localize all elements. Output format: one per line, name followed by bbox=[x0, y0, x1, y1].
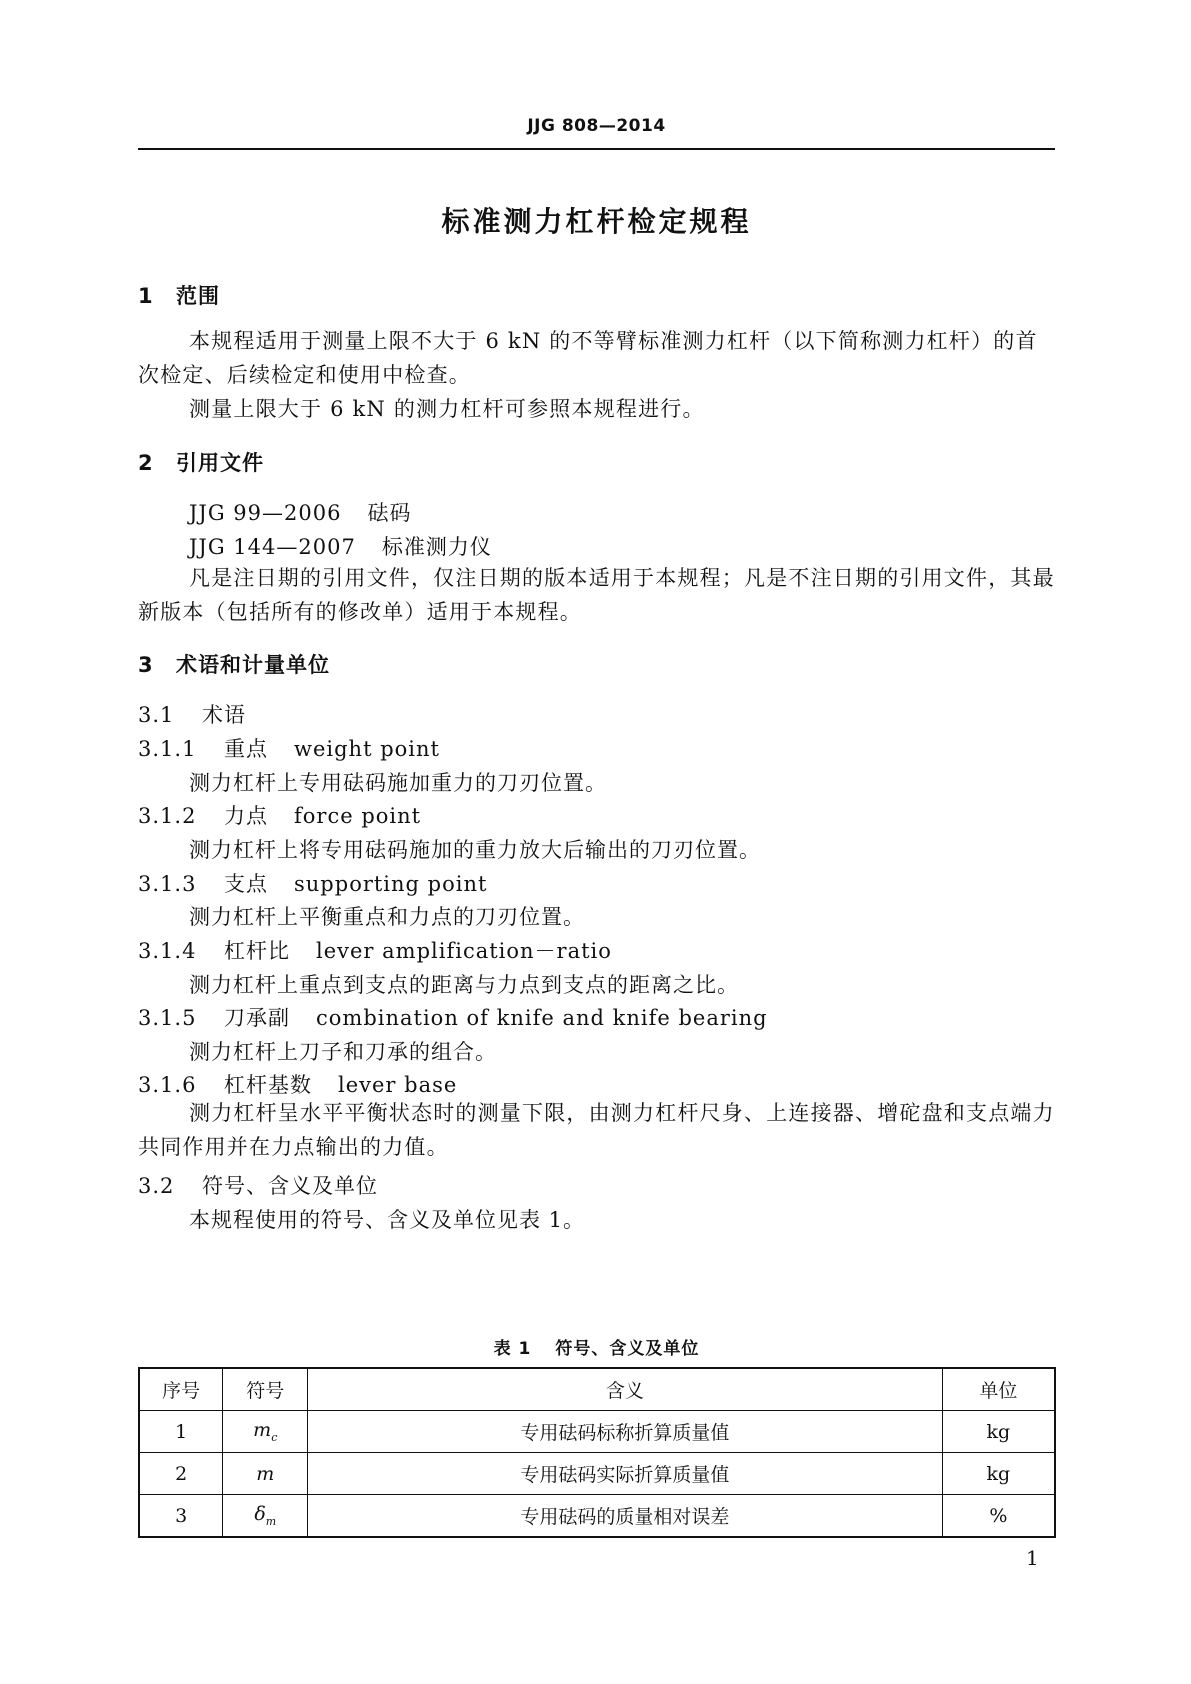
term-number: 3.1.1 bbox=[138, 737, 197, 761]
term-heading bbox=[138, 1002, 768, 1032]
section-1-heading bbox=[138, 280, 220, 310]
term-definition: 测力杠杆上重点到支点的距离与力点到支点的距离之比。 bbox=[189, 973, 739, 997]
symbol: m bbox=[256, 1462, 275, 1485]
term-heading bbox=[138, 935, 612, 965]
term-number: 3.1.4 bbox=[138, 939, 197, 963]
term-chinese: 力点 bbox=[224, 804, 268, 828]
term-number: 3.1.3 bbox=[138, 872, 197, 896]
section-2-paragraph: 凡是注日期的引用文件，仅注日期的版本适用于本规程；凡是不注日期的引用文件，其最新版本（包括所有的修改单）适用于本规程。 bbox=[138, 566, 1055, 624]
symbol-cell bbox=[223, 1495, 308, 1538]
unit-cell: % bbox=[942, 1495, 1055, 1538]
section-3-heading bbox=[138, 649, 330, 679]
subsection-3-1-heading bbox=[138, 699, 246, 729]
term-definition: 测力杠杆呈水平平衡状态时的测量下限，由测力杠杆尺身、上连接器、增砣盘和支点端力共同作用并在力点输出的力值。 bbox=[138, 1101, 1055, 1159]
row-number: 1 bbox=[139, 1411, 223, 1453]
subsection-number: 3.1 bbox=[138, 703, 175, 727]
term-chinese: 杠杆比 bbox=[224, 939, 290, 963]
table-row bbox=[139, 1495, 1055, 1538]
section-number: 2 bbox=[138, 451, 154, 475]
term-heading bbox=[138, 800, 421, 830]
symbol-cell bbox=[223, 1411, 308, 1453]
term-english: supporting point bbox=[294, 872, 488, 896]
column-header: 符号 bbox=[223, 1368, 308, 1411]
table-caption bbox=[138, 1334, 1055, 1359]
subsection-title: 符号、含义及单位 bbox=[202, 1174, 378, 1198]
section-1-paragraph-2: 测量上限大于 6 kN 的测力杠杆可参照本规程进行。 bbox=[189, 397, 705, 421]
term-chinese: 刀承副 bbox=[224, 1006, 290, 1030]
section-title: 范围 bbox=[176, 284, 220, 308]
row-number: 3 bbox=[139, 1495, 223, 1538]
section-number: 1 bbox=[138, 284, 154, 308]
term-heading bbox=[138, 1069, 457, 1099]
unit-cell: kg bbox=[942, 1411, 1055, 1453]
table-row bbox=[139, 1411, 1055, 1453]
unit-cell: kg bbox=[942, 1453, 1055, 1495]
reference-item bbox=[189, 531, 492, 561]
term-chinese: 重点 bbox=[224, 737, 268, 761]
term-heading bbox=[138, 733, 440, 763]
subsection-title: 术语 bbox=[202, 703, 246, 727]
row-number: 2 bbox=[139, 1453, 223, 1495]
page-title: 标准测力杠杆检定规程 bbox=[441, 205, 752, 238]
table-caption-number: 表 1 bbox=[493, 1339, 532, 1359]
subsection-3-2-heading bbox=[138, 1170, 378, 1200]
term-definition: 测力杠杆上专用砝码施加重力的刀刃位置。 bbox=[189, 771, 607, 795]
term-english: lever amplification－ratio bbox=[316, 939, 612, 963]
table-caption-title: 符号、含义及单位 bbox=[555, 1339, 700, 1359]
header-rule bbox=[138, 148, 1055, 150]
section-2-heading bbox=[138, 447, 264, 477]
term-english: combination of knife and knife bearing bbox=[316, 1006, 768, 1030]
table-header-row bbox=[139, 1368, 1055, 1411]
term-number: 3.1.2 bbox=[138, 804, 197, 828]
reference-name: 标准测力仪 bbox=[381, 535, 492, 559]
symbol-subscript: c bbox=[271, 1430, 278, 1444]
reference-name: 砝码 bbox=[367, 501, 412, 525]
symbol: δ bbox=[254, 1503, 266, 1526]
term-definition: 测力杠杆上将专用砝码施加的重力放大后输出的刀刃位置。 bbox=[189, 838, 761, 862]
symbol: m bbox=[253, 1419, 272, 1442]
term-english: force point bbox=[294, 804, 422, 828]
term-definition: 测力杠杆上刀子和刀承的组合。 bbox=[189, 1040, 497, 1064]
page-number: 1 bbox=[1026, 1546, 1039, 1570]
symbol-cell bbox=[223, 1453, 308, 1495]
meaning-cell: 专用砝码实际折算质量值 bbox=[308, 1453, 943, 1495]
table-row bbox=[139, 1453, 1055, 1495]
term-heading bbox=[138, 868, 487, 898]
section-number: 3 bbox=[138, 653, 154, 677]
column-header: 序号 bbox=[139, 1368, 223, 1411]
subsection-number: 3.2 bbox=[138, 1174, 175, 1198]
term-number: 3.1.5 bbox=[138, 1006, 197, 1030]
meaning-cell: 专用砝码标称折算质量值 bbox=[308, 1411, 943, 1453]
term-number: 3.1.6 bbox=[138, 1073, 197, 1097]
symbol-subscript: m bbox=[265, 1514, 277, 1528]
subsection-3-2-paragraph: 本规程使用的符号、含义及单位见表 1。 bbox=[189, 1208, 586, 1232]
section-1-paragraph-1: 本规程适用于测量上限不大于 6 kN 的不等臂标准测力杠杆（以下简称测力杠杆）的首次检定、后续检定和使用中检查。 bbox=[138, 329, 1038, 387]
term-chinese: 杠杆基数 bbox=[224, 1073, 312, 1097]
term-definition: 测力杠杆上平衡重点和力点的刀刃位置。 bbox=[189, 905, 585, 929]
term-english: lever base bbox=[338, 1073, 458, 1097]
reference-code: JJG 99—2006 bbox=[189, 501, 342, 525]
term-chinese: 支点 bbox=[224, 872, 268, 896]
reference-code: JJG 144—2007 bbox=[189, 535, 356, 559]
reference-item bbox=[189, 497, 411, 527]
column-header: 含义 bbox=[308, 1368, 943, 1411]
document-code-header: JJG 808—2014 bbox=[527, 116, 666, 136]
section-title: 术语和计量单位 bbox=[176, 653, 330, 677]
symbols-table bbox=[138, 1367, 1056, 1538]
column-header: 单位 bbox=[942, 1368, 1055, 1411]
section-title: 引用文件 bbox=[176, 451, 264, 475]
term-english: weight point bbox=[294, 737, 440, 761]
meaning-cell: 专用砝码的质量相对误差 bbox=[308, 1495, 943, 1538]
